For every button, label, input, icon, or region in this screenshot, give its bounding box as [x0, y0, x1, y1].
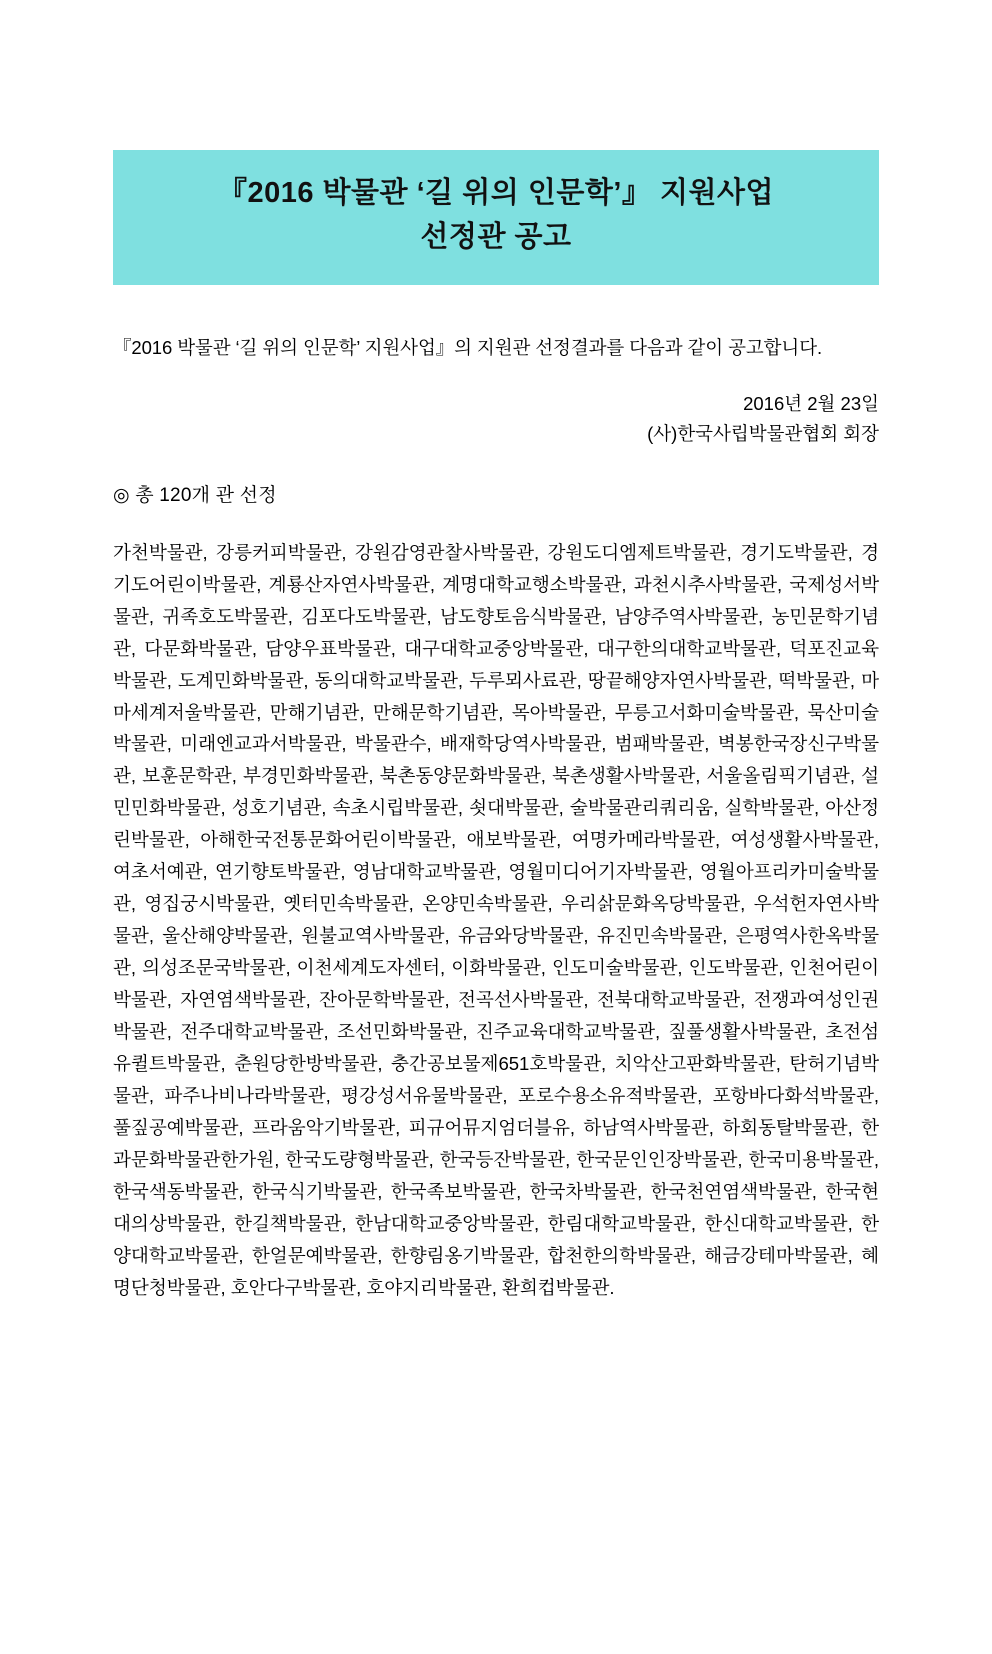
section-heading: ◎ 총 120개 관 선정	[113, 485, 277, 507]
issuer-name: (사)한국사립박물관협회 회장	[647, 422, 879, 444]
museum-list: 가천박물관, 강릉커피박물관, 강원감영관찰사박물관, 강원도디엠제트박물관, 경기도박물관, 경기도어린이박물관, 계룡산자연사박물관, 계명대학교행소박물관, 과천시추사박물관, 국제성서박물관, 귀족호도박물관, 김포다도박물관, 남도향토음식박물관, 남양주역사박물관, 농민문학기념관, 다문화박물관, 담양우표박물관, 대구대학교중앙박물관, 대구한의대학교박물관, 덕포진교육박물관, 도계민화박물관, 동의대학교박물관, 두루뫼사료관, 땅끝해양자연사박물관, 떡박물관, 마마세계저울박물관, 만해기념관, 만해문학기념관, 목아박물관, 무릉고서화미술박물관, 묵산미술박물관, 미래엔교과서박물관, 박물관수, 배재학당역사박물관, 범패박물관, 벽봉한국장신구박물관, 보훈문학관, 부경민화박물관, 북촌동양문화박물관, 북촌생활사박물관, 서울올림픽기념관, 설민민화박물관, 성호기념관, 속초시립박물관, 쇳대박물관, 술박물관리쿼리움, 실학박물관, 아산정린박물관, 아해한국전통문화어린이박물관, 애보박물관, 여명카메라박물관, 여성생활사박물관, 여초서예관, 연기향토박물관, 영남대학교박물관, 영월미디어기자박물관, 영월아프리카미술박물관, 영집궁시박물관, 옛터민속박물관, 온양민속박물관, 우리삵문화옥당박물관, 우석헌자연사박물관, 울산해양박물관, 원불교역사박물관, 유금와당박물관, 유진민속박물관, 은평역사한옥박물관, 의성조문국박물관, 이천세계도자센터, 이화박물관, 인도미술박물관, 인도박물관, 인천어린이박물관, 자연염색박물관, 잔아문학박물관, 전곡선사박물관, 전북대학교박물관, 전쟁과여성인권박물관, 전주대학교박물관, 조선민화박물관, 진주교육대학교박물관, 짚풀생활사박물관, 초전섬유퀼트박물관, 춘원당한방박물관, 충간공보물제651호박물관, 치악산고판화박물관, 탄허기념박물관, 파주나비나라박물관, 평강성서유물박물관, 포로수용소유적박물관, 포항바다화석박물관, 풀짚공예박물관, 프라움악기박물관, 피규어뮤지엄더블유, 하남역사박물관, 하회동탈박물관, 한과문화박물관한가원, 한국도량형박물관, 한국등잔박물관, 한국문인인장박물관, 한국미용박물관, 한국색동박물관, 한국식기박물관, 한국족보박물관, 한국차박물관, 한국천연염색박물관, 한국현대의상박물관, 한길책박물관, 한남대학교중앙박물관, 한림대학교박물관, 한신대학교박물관, 한양대학교박물관, 한얼문예박물관, 한향림옹기박물관, 합천한의학박물관, 해금강테마박물관, 혜명단청박물관, 호안다구박물관, 호야지리박물관, 환희컵박물관.	[113, 541, 879, 1298]
page-title-line-1: 『2016 박물관 ‘길 위의 인문학’』 지원사업	[217, 177, 775, 209]
page-title-line-2: 선정관 공고	[420, 220, 572, 253]
intro-paragraph: 『2016 박물관 ‘길 위의 인문학’ 지원사업』의 지원관 선정결과를 다음과 같이 공고합니다.	[113, 337, 823, 358]
announcement-date: 2016년 2월 23일	[743, 392, 879, 414]
title-banner	[113, 150, 879, 285]
signature-block	[113, 389, 879, 448]
